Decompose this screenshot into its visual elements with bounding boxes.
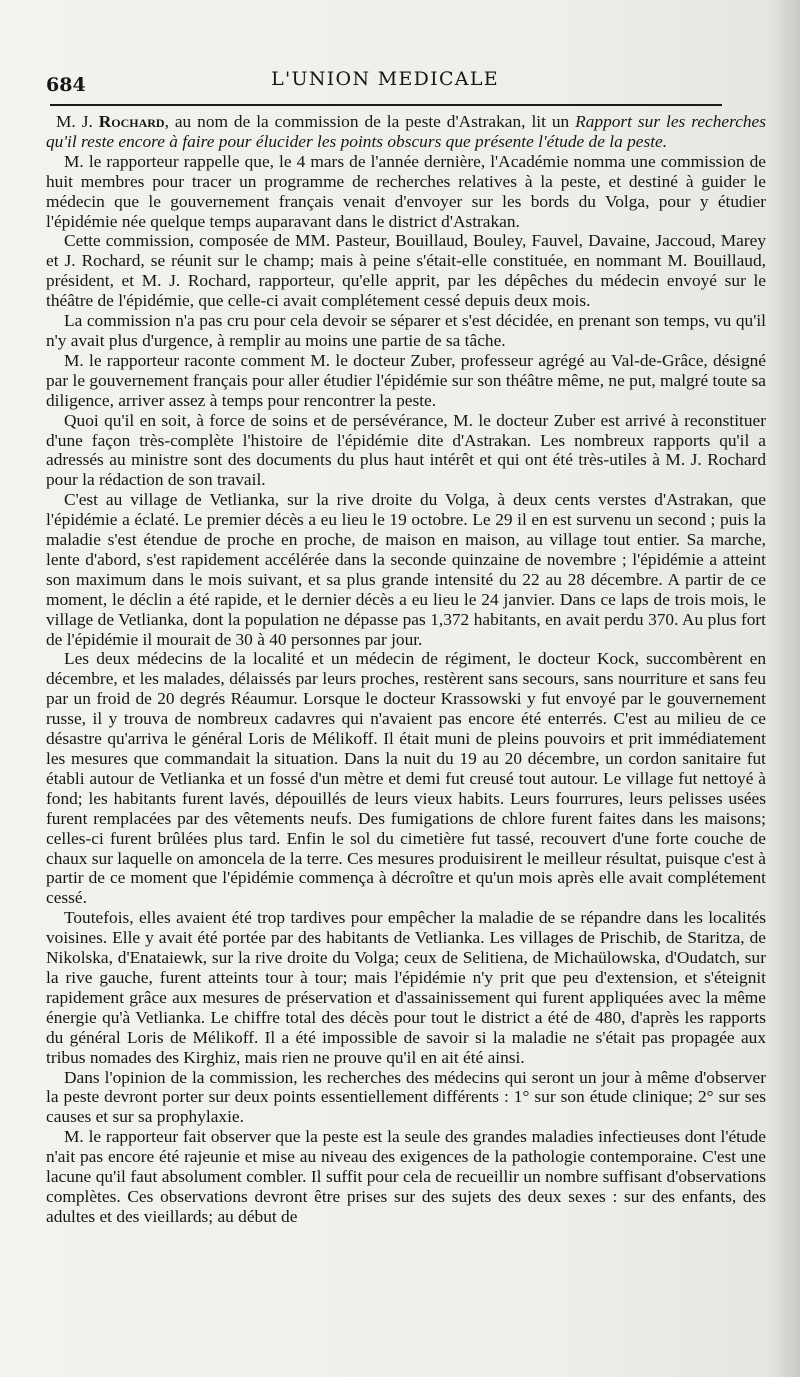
paragraph: Cette commission, composée de MM. Pasteur, Bouillaud, Bouley, Fauvel, Davaine, Jaccoud, Marey et J. Rochard, se réunit sur le champ; mais à peine s'était-elle constituée, en nommant M. Bouillaud, président, et M. J. Rochard, rapporteur, qu'elle apprit, par les dépêches du médecin envoyé sur le théâtre de l'épidémie, que celle-ci avait complétement cessé depuis deux mois. — [46, 231, 766, 311]
paragraph: Toutefois, elles avaient été trop tardives pour empêcher la maladie de se répandre dans les localités voisines. Elle y avait été portée par des habitants de Vetlianka. Les villages de Prischib, de Staritza, de Nikolska, d'Enataiewk, sur la rive droite du Volga; ceux de Selitiena, de Michaülowska, d'Oudatch, sur la rive gauche, furent atteints tour à tour; mais l'épidémie n'y prit que peu d'extension, et s'éteignit rapidement grâce aux mesures de préservation et d'assainissement qui furent appliquées avec la même énergie qu'à Vetlianka. Le chiffre total des décès pour tout le district a été de 480, d'après les rapports du général Loris de Mélikoff. Il a été impossible de savoir si la maladie ne s'était pas propagée aux tribus nomades des Kirghiz, mais rien ne prouve qu'il en ait été ainsi. — [46, 908, 766, 1067]
intro-middle: , au nom de la commission de la peste d'Astrakan, lit un — [164, 112, 576, 131]
paragraph: M. le rapporteur rappelle que, le 4 mars de l'année dernière, l'Académie nomma une commission de huit membres pour tracer un programme de recherches relatives à la peste, et destiné à guider le médecin que le gouvernement français venait d'envoyer sur les bords du Volga, pour y étudier l'épidémie née quelque temps auparavant dans le district d'Astrakan. — [46, 151, 766, 231]
speaker-name: Rochard — [98, 112, 165, 131]
running-title: L'UNION MEDICALE — [271, 68, 499, 90]
paragraph: La commission n'a pas cru pour cela devoir se séparer et s'est décidée, en prenant son temps, vu qu'il n'y avait plus d'urgence, à remplir au moins une partie de sa tâche. — [46, 311, 766, 350]
paragraph: Les deux médecins de la localité et un médecin de régiment, le docteur Kock, succombèrent en décembre, et les malades, délaissés par leurs proches, restèrent sans secours, sans nourriture et sans feu par un froid de 20 degrés Réaumur. Lorsque le docteur Krassowski y fut envoyé par le gouvernement russe, il y trouva de nombreux cadavres qui n'avaient pas encore été enterrés. C'est au milieu de ce désastre qu'arriva le général Loris de Mélikoff. Il était muni de pleins pouvoirs et prit immédiatement les mesures que commandait la situation. Dans la nuit du 19 au 20 décembre, un cordon sanitaire fut établi autour de Vetlianka et un fossé d'un mètre et demi fut creusé tout autour. Le village fut nettoyé à fond; les habitants furent lavés, dépouillés de leurs vieux habits. Leurs fourrures, leurs pelisses usées furent remplacées par des vêtements neufs. Des fumigations de chlore furent faites dans les maisons; celles-ci furent brûlées plus tard. Enfin le sol du cimetière fut tassé, recouvert d'une forte couche de chaux sur laquelle on amoncela de la terre. Ces mesures produisirent le meilleur résultat, puisque c'est à partir de ce moment que l'épidémie commença à décroître et qu'un mois après elle avait complétement cessé. — [46, 649, 766, 908]
paragraph: M. le rapporteur fait observer que la peste est la seule des grandes maladies infectieuses dont l'étude n'ait pas encore été rajeunie et mise au niveau des exigences de la pathologie contemporaine. C'est une lacune qu'il faut absolument combler. Il suffit pour cela de recueillir un nombre suffisant d'observations complètes. Ces observations devront être prises sur des sujets des deux sexes : sur des enfants, des adultes et des vieillards; au début de — [46, 1127, 766, 1226]
paragraph: Dans l'opinion de la commission, les recherches des médecins qui seront un jour à même d'observer la peste devront porter sur deux points essentiellement différents : 1° sur son étude clinique; 2° sur ses causes et sur sa prophylaxie. — [46, 1067, 766, 1127]
page-header — [46, 64, 724, 94]
paragraph: M. le rapporteur raconte comment M. le docteur Zuber, professeur agrégé au Val-de-Grâce, désigné par le gouvernement français pour aller étudier l'épidémie sur son théâtre même, ne put, malgré toute sa diligence, arriver assez à temps pour rencontrer la peste. — [46, 350, 766, 410]
intro-prefix: M. J. — [56, 112, 99, 131]
paragraph: C'est au village de Vetlianka, sur la rive droite du Volga, à deux cents verstes d'Astrakan, que l'épidémie a éclaté. Le premier décès a eu lieu le 19 octobre. Le 29 il en est survenu un second ; puis la maladie s'est étendue de proche en proche, de maison en maison, au village tout entier. Sa marche, lente d'abord, s'est rapidement accélérée dans la seconde quinzaine de novembre ; l'épidémie a atteint son maximum dans le mois suivant, et sa plus grande intensité du 22 au 28 décembre. A partir de ce moment, le déclin a été rapide, et le dernier décès a eu lieu le 24 janvier. Dans ce laps de trois mois, le village de Vetlianka, dont la population ne dépasse pas 1,372 habitants, en avait perdu 370. Au plus fort de l'épidémie il mourait de 30 à 40 personnes par jour. — [46, 490, 766, 649]
paragraph: Quoi qu'il en soit, à force de soins et de persévérance, M. le docteur Zuber est arrivé à reconstituer d'une façon très-complète l'histoire de l'épidémie dite d'Astrakan. Les nombreux rapports qu'il a adressés au ministre sont des documents du plus haut intérêt et qui ont été très-utiles à M. J. Rochard pour la rédaction de son travail. — [46, 410, 766, 490]
intro-paragraph — [46, 112, 766, 152]
header-rule — [50, 104, 722, 106]
page-number: 684 — [46, 74, 86, 96]
report-title: Rapport sur les recherches qu'il reste encore à faire pour élucider les points obscurs que présente l'étude de la peste. — [46, 112, 767, 151]
article-body — [46, 112, 766, 1227]
